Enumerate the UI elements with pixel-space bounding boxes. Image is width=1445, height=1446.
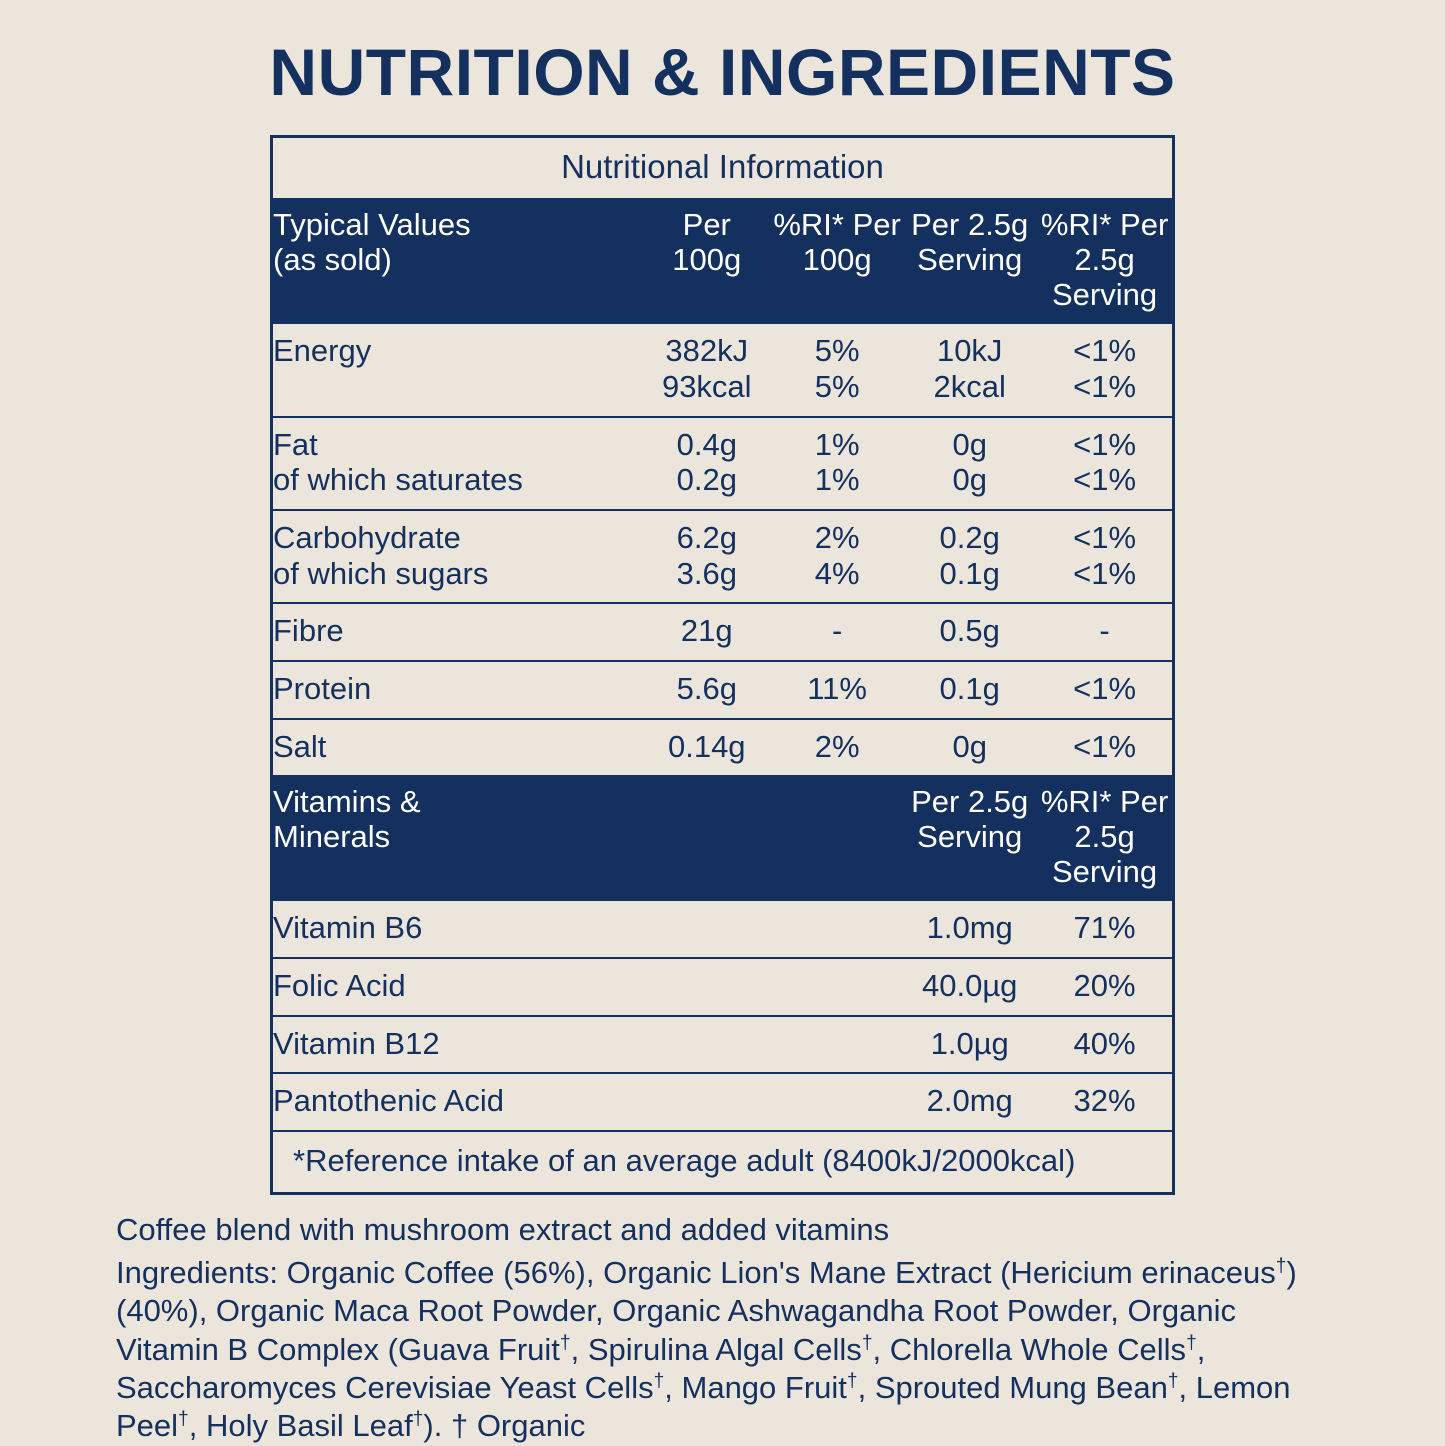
- header-vitamins-blank2: [772, 775, 902, 901]
- header-typical-values-line2: (as sold): [273, 242, 392, 278]
- row-per25: 2.0mg: [902, 1073, 1037, 1130]
- row-ri25: [1037, 603, 1172, 661]
- row-ri25-line1: -: [1099, 613, 1110, 649]
- header-vitamins-blank1: [642, 775, 772, 901]
- header-per-100g-line1: Per: [682, 207, 731, 243]
- row-per100: [642, 417, 772, 510]
- row-ri25: 40%: [1037, 1016, 1172, 1074]
- table-header-row: [273, 198, 1172, 324]
- dagger-3: †: [861, 1332, 873, 1354]
- row-per100-line1: 382kJ: [665, 333, 749, 369]
- header-vitamins-ri-serving: [1037, 775, 1172, 901]
- row-ri100-line2: 1%: [814, 462, 860, 498]
- ingredients-part5: , Saccharomyces Cerevisiae Yeast Cells: [116, 1331, 1206, 1405]
- row-ri100: [772, 603, 902, 661]
- row-per100-line1: 6.2g: [676, 520, 737, 556]
- row-label-line2: of which sugars: [273, 555, 489, 591]
- row-ri25: [1037, 661, 1172, 719]
- row-per100-line1: 21g: [680, 613, 733, 649]
- table-row: [273, 510, 1172, 603]
- header-ri-serving-line1: %RI* Per: [1040, 207, 1169, 243]
- row-per25-line2: 2kcal: [933, 369, 1006, 405]
- row-ri25: [1037, 324, 1172, 416]
- header-typical-values: [273, 198, 642, 324]
- row-ri100: [772, 324, 902, 416]
- header-ri-100g-line1: %RI* Per: [773, 207, 901, 243]
- table-row: [273, 1016, 1172, 1074]
- row-per25-line1: 0.5g: [939, 613, 1000, 649]
- ingredients-part10: ). † Organic: [423, 1408, 586, 1444]
- row-ri100-line1: -: [831, 613, 843, 649]
- row-per100-line2: 0.2g: [676, 462, 737, 498]
- row-label: Folic Acid: [273, 958, 642, 1016]
- row-ri100-line1: 2%: [814, 520, 860, 556]
- header-vitamins-line2: Minerals: [273, 818, 391, 854]
- ingredients-part7: , Sprouted Mung Bean: [857, 1370, 1168, 1405]
- row-ri25-line1: <1%: [1073, 520, 1137, 556]
- row-per25: [902, 324, 1037, 416]
- row-ri25-line2: <1%: [1073, 369, 1137, 405]
- row-per25-line2: 0.1g: [939, 555, 1000, 591]
- row-ri100-line1: 1%: [814, 426, 860, 462]
- row-per100-line2: 3.6g: [676, 555, 737, 591]
- page-title: NUTRITION & INGREDIENTS: [269, 35, 1176, 109]
- row-label: Vitamin B12: [273, 1016, 642, 1074]
- row-ri25: [1037, 510, 1172, 603]
- row-blank1: [642, 1073, 772, 1130]
- dagger-5: †: [653, 1370, 665, 1392]
- dagger-6: †: [846, 1370, 858, 1392]
- nutrition-table-container: [270, 135, 1175, 1195]
- row-ri25-line1: <1%: [1073, 333, 1137, 369]
- reference-intake-footnote: *Reference intake of an average adult (8400kJ/2000kcal): [273, 1130, 1172, 1192]
- row-per100: [642, 510, 772, 603]
- row-label-line1: Salt: [273, 728, 327, 764]
- row-label: Pantothenic Acid: [273, 1073, 642, 1130]
- row-ri25-line2: <1%: [1073, 555, 1137, 591]
- row-per25: [902, 661, 1037, 719]
- ingredients-part1: Organic Coffee (56%), Organic Lion's Mane Extract (Hericium erinaceus: [278, 1254, 1276, 1290]
- header-vitamins-ri-serving-line1: %RI* Per: [1040, 784, 1169, 820]
- row-per25-line2: 0g: [952, 462, 987, 498]
- header-vitamins-per-serving: [902, 775, 1037, 901]
- row-per100: [642, 324, 772, 416]
- row-per100: [642, 603, 772, 661]
- row-per25-line1: 0.1g: [939, 670, 1000, 706]
- row-label: Vitamin B6: [273, 910, 423, 946]
- row-label-line2: of which saturates: [273, 462, 523, 498]
- vitamins-section: [273, 775, 1172, 901]
- row-per100-line1: 0.14g: [667, 728, 746, 764]
- row-ri100-line1: 5%: [814, 333, 860, 369]
- row-blank1: [642, 1016, 772, 1074]
- row-label-line1: Energy: [273, 333, 372, 369]
- row-blank2: [772, 958, 902, 1016]
- ingredients-part2: ) (40%), Organic Maca Root Powder, Organic Ashwagandha Root Powder, Organic Vitamin B Complex (Guava Fruit: [116, 1254, 1297, 1367]
- row-per25: 40.0µg: [902, 958, 1037, 1016]
- header-vitamins-per-serving-line2: Serving: [917, 818, 1023, 854]
- dagger-1: †: [1275, 1255, 1287, 1277]
- row-ri25-line1: <1%: [1073, 426, 1137, 462]
- row-per25: [902, 510, 1037, 603]
- row-ri100: [772, 719, 902, 776]
- table-row: [273, 661, 1172, 719]
- ingredients-block: [110, 1211, 1335, 1446]
- header-vitamins-ri-serving-line2: 2.5g Serving: [1052, 818, 1158, 889]
- row-ri25: [1037, 417, 1172, 510]
- header-vitamins-minerals: [273, 775, 642, 901]
- row-ri25-line2: <1%: [1073, 462, 1137, 498]
- row-ri25-line1: <1%: [1073, 670, 1137, 706]
- dagger-4: †: [1186, 1332, 1197, 1354]
- row-ri100-line1: 2%: [814, 728, 860, 764]
- row-ri25: 71%: [1073, 910, 1136, 946]
- ingredients-part3: , Spirulina Algal Cells: [570, 1331, 862, 1367]
- table-row: [273, 1073, 1172, 1130]
- ingredients-label: Ingredients:: [116, 1254, 278, 1290]
- dagger-2: †: [559, 1332, 571, 1354]
- row-label: [273, 510, 642, 603]
- header-ri-100g: [772, 198, 902, 324]
- row-ri100-line2: 5%: [814, 369, 860, 405]
- row-per100-line1: 0.4g: [676, 426, 737, 462]
- header-per-serving: [902, 198, 1037, 324]
- row-blank2: [772, 901, 902, 958]
- row-blank1: [642, 901, 772, 958]
- row-per100: [642, 719, 772, 776]
- ingredients-part6: , Mango Fruit: [664, 1370, 847, 1405]
- row-per25: [902, 603, 1037, 661]
- row-blank2: [772, 1016, 902, 1074]
- row-ri25-line1: <1%: [1073, 728, 1137, 764]
- ingredients-part9: , Holy Basil Leaf: [188, 1408, 413, 1444]
- row-per25: 1.0mg: [926, 910, 1013, 946]
- row-label-line1: Fat: [273, 426, 318, 462]
- row-per25-line1: 10kJ: [936, 333, 1003, 369]
- row-label-line1: Carbohydrate: [273, 520, 461, 556]
- table-row: [273, 603, 1172, 661]
- row-ri25: 20%: [1037, 958, 1172, 1016]
- dagger-8: †: [178, 1409, 189, 1431]
- header-per-100g: [642, 198, 772, 324]
- row-per100-line2: 93kcal: [661, 369, 752, 405]
- table-row: [273, 417, 1172, 510]
- row-label: [273, 719, 642, 776]
- ingredients-part8: , Lemon Peel: [116, 1370, 1291, 1444]
- header-ri-serving-line2: 2.5g Serving: [1052, 242, 1158, 312]
- dagger-7: †: [1167, 1370, 1179, 1392]
- row-per100-line1: 5.6g: [676, 670, 737, 706]
- row-ri100: [772, 510, 902, 603]
- nutrient-rows: [273, 324, 1172, 775]
- vitamin-rows: [273, 901, 1172, 1130]
- table-row: [273, 719, 1172, 776]
- row-per25-line1: 0g: [952, 426, 987, 462]
- dagger-9: †: [412, 1409, 424, 1431]
- header-vitamins-line1: Vitamins &: [273, 784, 421, 820]
- row-ri100-line2: 4%: [814, 555, 860, 591]
- row-ri100: [772, 661, 902, 719]
- nutrition-table: [273, 198, 1172, 1130]
- row-per25: 1.0µg: [902, 1016, 1037, 1074]
- row-blank1: [642, 958, 772, 1016]
- header-per-serving-line1: Per 2.5g: [911, 207, 1029, 243]
- ingredients-text: [110, 1254, 1335, 1446]
- table-row: [273, 901, 1172, 958]
- header-per-100g-line2: 100g: [672, 242, 742, 278]
- row-ri25: [1037, 719, 1172, 776]
- row-label-line1: Protein: [273, 670, 372, 706]
- row-label: [273, 603, 642, 661]
- header-ri-serving: [1037, 198, 1172, 324]
- row-per25-line1: 0.2g: [939, 520, 1000, 556]
- row-label: [273, 417, 642, 510]
- row-ri25: 32%: [1037, 1073, 1172, 1130]
- row-blank2: [772, 1073, 902, 1130]
- row-per25: [902, 417, 1037, 510]
- row-ri100: [772, 417, 902, 510]
- table-row: [273, 324, 1172, 416]
- row-label: [273, 324, 642, 416]
- table-caption: Nutritional Information: [561, 148, 884, 186]
- header-ri-100g-line2: 100g: [802, 242, 872, 278]
- header-per-serving-line2: Serving: [917, 242, 1023, 278]
- table-row: [273, 958, 1172, 1016]
- product-description: Coffee blend with mushroom extract and added vitamins: [116, 1211, 890, 1247]
- header-typical-values-line1: Typical Values: [273, 207, 471, 243]
- row-label-line1: Fibre: [273, 613, 344, 649]
- row-label: [273, 661, 642, 719]
- header-vitamins-per-serving-line1: Per 2.5g: [911, 784, 1029, 820]
- row-ri100-line1: 11%: [807, 670, 867, 706]
- row-per25: [902, 719, 1037, 776]
- vitamins-header-row: [273, 775, 1172, 901]
- row-per100: [642, 661, 772, 719]
- row-per25-line1: 0g: [952, 728, 987, 764]
- ingredients-part4: , Chlorella Whole Cells: [872, 1331, 1187, 1367]
